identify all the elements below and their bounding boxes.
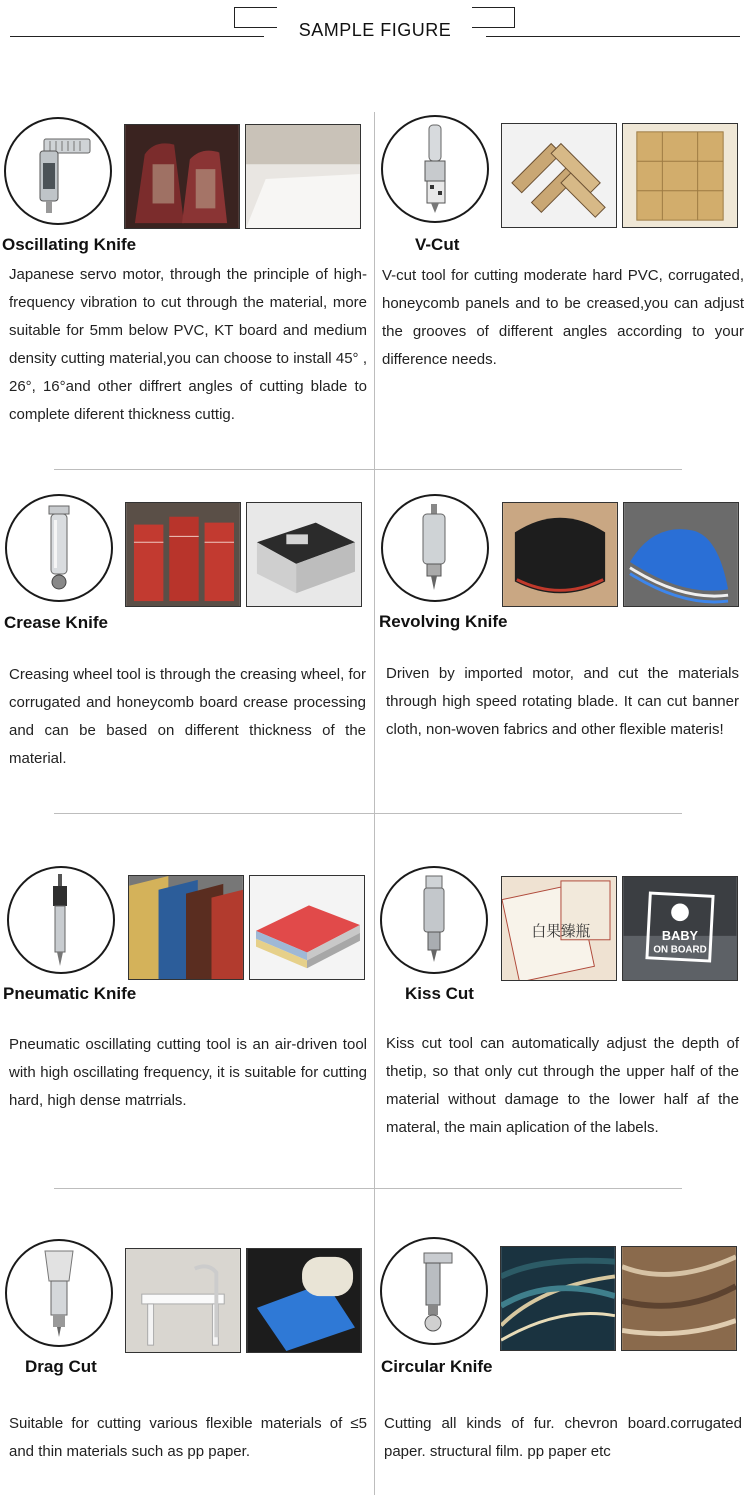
shoe-insole-photo (623, 502, 739, 607)
kiss-cut-icon (380, 866, 488, 974)
honeycomb-panel-photo (501, 123, 617, 228)
crease-knife-title: Crease Knife (4, 613, 108, 632)
label-sheet-photo (501, 876, 617, 981)
fur-brown-photo (621, 1246, 737, 1351)
v-cut-icon (381, 115, 489, 223)
oscillating-knife-title: Oscillating Knife (2, 235, 137, 254)
revolving-knife-title: Revolving Knife (379, 612, 508, 631)
revolving-knife-icon (381, 494, 489, 602)
fur-teal-photo (500, 1246, 616, 1351)
v-cut-title: V-Cut (415, 235, 460, 254)
lumbar-cushion-photo (502, 502, 618, 607)
circular-knife-title: Circular Knife (381, 1357, 493, 1376)
revolving-knife-description: Driven by imported motor, and cut the materials through high speed rotating blade. It can cut banner cloth, non-woven fabrics and other flexible materis! (386, 665, 739, 738)
pneumatic-knife-description: Pneumatic oscillating cutting tool is an air-driven tool with high oscillating frequency, it is suitable for cutting hard, high dense matrrials. (9, 1036, 367, 1109)
drag-cut-description: Suitable for cutting various flexible materials of ≤5 and thin materials such as pp paper. (9, 1415, 367, 1460)
drag-cut-icon (5, 1239, 113, 1347)
oscillating-knife-description: Japanese servo motor, through the principle of high-frequency vibration to cut through the material, more suitable for 5mm below PVC, KT board and medium density cutting material,you can choose to install 45° , 26°, 16°and other diffrert angles of cutting blade to complete diferent thickness cuttig. (9, 266, 367, 423)
white-rug-photo (245, 124, 361, 229)
column-divider (374, 112, 375, 1495)
baby-on-board-sticker-photo (622, 876, 738, 981)
car-seat-photo (124, 124, 240, 229)
row-divider (54, 1188, 682, 1189)
circular-knife-description: Cutting all kinds of fur. chevron board.corrugated paper. structural film. pp paper etc (384, 1415, 742, 1460)
foam-stack-photo (249, 875, 365, 980)
row-divider (54, 469, 682, 470)
sticker-baby-text: BABY (661, 927, 699, 943)
sticker-onboard-text: ON BOARD (653, 944, 707, 956)
kiss-cut-title: Kiss Cut (405, 984, 474, 1003)
crease-knife-description: Creasing wheel tool is through the creasing wheel, for corrugated and honeycomb board crease processing and can be based on different thickness of the material. (9, 666, 366, 767)
page-title: SAMPLE FIGURE (298, 20, 452, 40)
kiss-cut-description: Kiss cut tool can automatically adjust the depth of thetip, so that only cut through the upper half of the material without damage to the lower half af the materal, the main aplication of the labels. (386, 1035, 739, 1136)
pneumatic-knife-title: Pneumatic Knife (3, 984, 137, 1003)
pneumatic-knife-icon (7, 866, 115, 974)
circular-knife-icon (380, 1237, 488, 1345)
white-furniture-photo (125, 1248, 241, 1353)
crease-knife-icon (5, 494, 113, 602)
drag-cut-title: Drag Cut (25, 1357, 97, 1376)
cardboard-box-photo (622, 123, 738, 228)
acoustic-panels-photo (128, 875, 244, 980)
paper-roll-photo (246, 1248, 362, 1353)
packaging-box-photo (246, 502, 362, 607)
row-divider (54, 813, 682, 814)
oscillating-knife-icon (4, 117, 112, 225)
v-cut-description: V-cut tool for cutting moderate hard PVC, corrugated, honeycomb panels and to be creased,you can adjust the grooves of different angles according to your difference needs. (382, 267, 744, 368)
display-stand-photo (125, 502, 241, 607)
label-text: 白果臻瓶 (531, 923, 591, 940)
